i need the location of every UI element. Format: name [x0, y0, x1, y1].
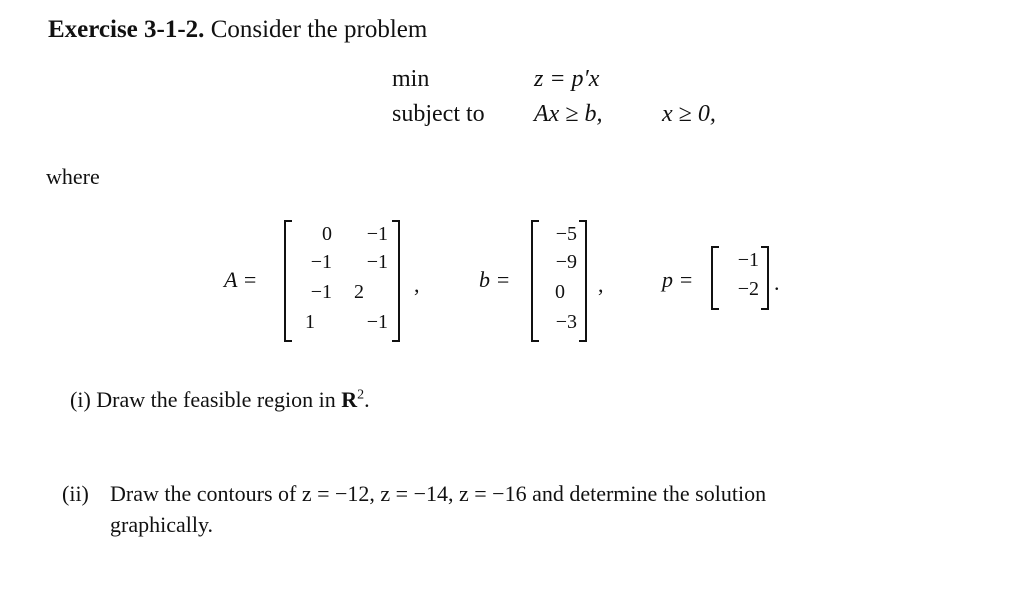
constraint-ax-ge-b: Ax ≥ b,: [534, 101, 603, 127]
part-i-text: Draw the feasible region in: [96, 387, 336, 412]
objective-function: z = p′x: [534, 66, 600, 92]
matrix-cell: −1: [366, 251, 388, 273]
left-bracket: [284, 220, 292, 342]
vector-b: [531, 220, 587, 342]
exercise-label: Exercise 3-1-2.: [48, 16, 205, 43]
min-label: min: [392, 66, 430, 92]
comma-separator: ,: [414, 272, 420, 297]
part-i-number: (i): [70, 387, 91, 412]
part-ii-line1: Draw the contours of z = −12, z = −14, z = −16 and determine the solution: [110, 481, 767, 506]
vector-p: [711, 246, 769, 310]
part-ii-line2: graphically.: [110, 512, 214, 537]
vector-cell: −3: [555, 311, 577, 333]
vector-b-label: b =: [479, 267, 511, 292]
part-i: [70, 387, 370, 413]
part-ii-number: (ii): [62, 481, 89, 506]
exercise-heading: [48, 16, 427, 44]
matrix-a-label: A =: [224, 267, 258, 292]
right-bracket: [761, 246, 769, 310]
part-i-tail: .: [364, 387, 370, 412]
matrix-cell: 2: [354, 281, 364, 303]
real-space-symbol: R: [341, 387, 358, 412]
exercise-intro: Consider the problem: [210, 16, 428, 43]
vector-cell: 0: [555, 281, 565, 303]
vector-cell: −9: [555, 251, 577, 273]
vector-cell: −2: [737, 278, 759, 300]
right-bracket: [392, 220, 400, 342]
matrix-a: [284, 220, 400, 342]
left-bracket: [531, 220, 539, 342]
constraint-x-ge-0: x ≥ 0,: [662, 101, 716, 127]
right-bracket: [579, 220, 587, 342]
left-bracket: [711, 246, 719, 310]
matrix-cell: 1: [305, 311, 315, 333]
matrix-cell: −1: [310, 281, 332, 303]
comma-separator: ,: [598, 272, 604, 297]
subject-to-label: subject to: [392, 101, 485, 127]
exponent: 2: [357, 387, 365, 403]
matrix-cell: −1: [366, 223, 388, 245]
end-period: .: [774, 270, 780, 295]
where-text: where: [46, 164, 100, 189]
matrix-cell: −1: [366, 311, 388, 333]
vector-p-label: p =: [662, 267, 694, 292]
vector-cell: −1: [737, 249, 759, 271]
vector-cell: −5: [555, 223, 577, 245]
matrix-cell: −1: [310, 251, 332, 273]
matrix-cell: 0: [322, 223, 332, 245]
